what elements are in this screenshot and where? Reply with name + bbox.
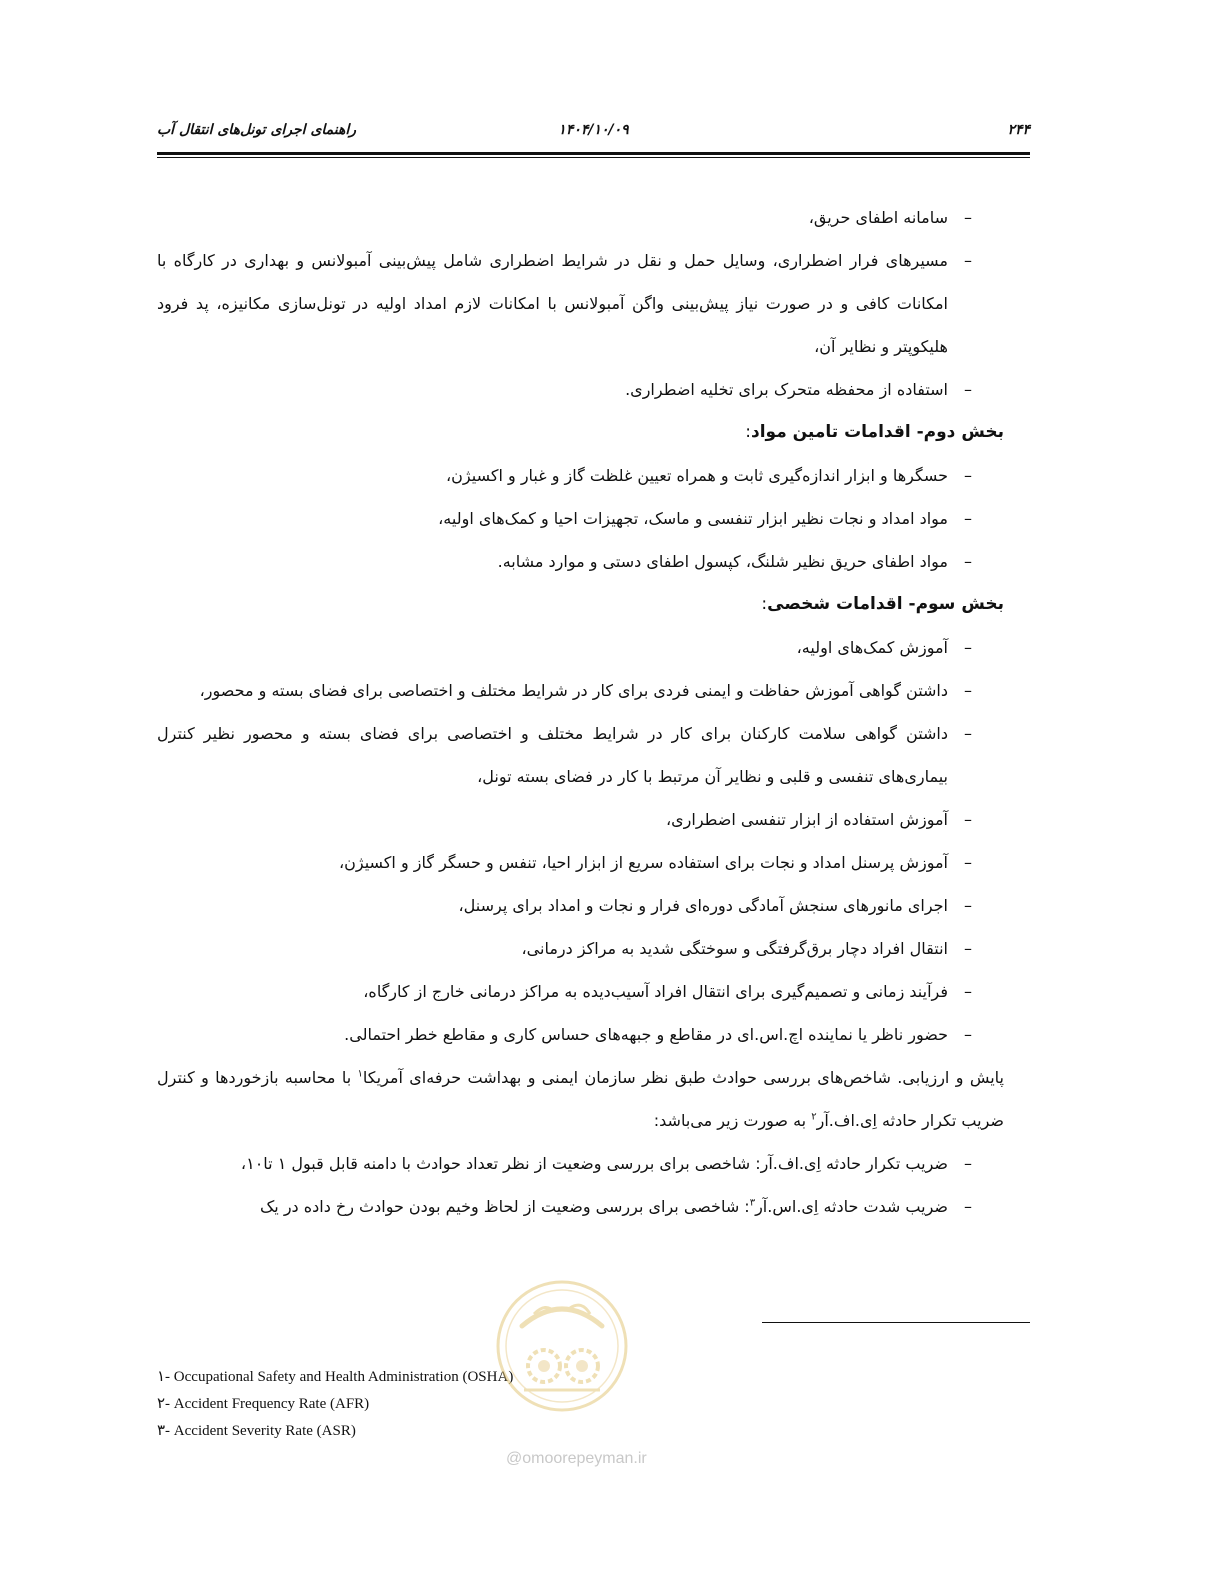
list-item: – آموزش کمک‌های اولیه، bbox=[157, 626, 1030, 669]
list-item: – مواد اطفای حریق نظیر شلنگ، کپسول اطفای دستی و موارد مشابه. bbox=[157, 540, 1030, 583]
footnote-2: ۲- Accident Frequency Rate (AFR) bbox=[157, 1396, 370, 1412]
watermark-logo bbox=[494, 1278, 630, 1414]
list-item: – ضریب تکرار حادثه اِی.اف.آر: شاخصی برای بررسی وضعیت از نظر تعداد حوادث با دامنه قابل قبول ۱ تا۱۰، bbox=[157, 1142, 1030, 1185]
dash-marker: – bbox=[964, 939, 972, 958]
footnotes bbox=[157, 1364, 513, 1445]
footnote-ref-2[interactable]: ۲ bbox=[811, 1111, 817, 1123]
page-content bbox=[157, 196, 1030, 1228]
list-item: – مواد امداد و نجات نظیر ابزار تنفسی و ماسک، تجهیزات احیا و کمک‌های اولیه، bbox=[157, 497, 1030, 540]
list-item: – داشتن گواهی سلامت کارکنان برای کار در شرایط مختلف و اختصاصی برای فضای بسته و محصور نظیر کنترل بیماری‌های تنفسی و قلبی و نظایر آن مرتبط با کار در فضای بسته تونل، bbox=[157, 712, 1030, 798]
dash-marker: – bbox=[964, 638, 972, 657]
header-rule-thin bbox=[157, 157, 1030, 158]
dash-marker: – bbox=[964, 552, 972, 571]
header-rule bbox=[157, 152, 1030, 155]
list-item: – سامانه اطفای حریق، bbox=[157, 196, 1030, 239]
section-heading-2: بخش دوم- اقدامات تامین مواد: bbox=[745, 422, 1004, 442]
bullet-list-3 bbox=[157, 626, 1030, 1056]
list-item: – فرآیند زمانی و تصمیم‌گیری برای انتقال افراد آسیب‌دیده به مراکز درمانی خارج از کارگاه، bbox=[157, 970, 1030, 1013]
bullet-list-4 bbox=[157, 1142, 1030, 1228]
list-item: – آموزش پرسنل امداد و نجات برای استفاده سریع از ابزار احیا، تنفس و حسگر گاز و اکسیژن، bbox=[157, 841, 1030, 884]
list-item: – اجرای مانورهای سنجش آمادگی دوره‌ای فرار و نجات و امداد برای پرسنل، bbox=[157, 884, 1030, 927]
page-number: ۲۴۴ bbox=[1007, 122, 1030, 138]
dash-marker: – bbox=[964, 251, 972, 270]
list-item: – حسگرها و ابزار اندازه‌گیری ثابت و همراه تعیین غلظت گاز و غبار و اکسیژن، bbox=[157, 454, 1030, 497]
watermark-url: @omoorepeyman.ir bbox=[506, 1450, 647, 1467]
dash-marker: – bbox=[964, 1154, 972, 1173]
dash-marker: – bbox=[964, 509, 972, 528]
footnote-1: ۱- Occupational Safety and Health Administration (OSHA) bbox=[157, 1369, 514, 1385]
footnote-ref-3[interactable]: ۳ bbox=[749, 1197, 756, 1209]
footnote-separator bbox=[762, 1322, 1030, 1323]
dash-marker: – bbox=[964, 982, 972, 1001]
book-title: راهنمای اجرای تونل‌های انتقال آب bbox=[157, 122, 357, 138]
list-item: – آموزش استفاده از ابزار تنفسی اضطراری، bbox=[157, 798, 1030, 841]
list-item: – انتقال افراد دچار برق‌گرفتگی و سوختگی شدید به مراکز درمانی، bbox=[157, 927, 1030, 970]
dash-marker: – bbox=[964, 896, 972, 915]
list-item: – حضور ناظر یا نماینده اچ.اس.ای در مقاطع و جبهه‌های حساس کاری و مقاطع خطر احتمالی. bbox=[157, 1013, 1030, 1056]
list-item: – داشتن گواهی آموزش حفاظت و ایمنی فردی برای کار در شرایط مختلف و اختصاصی برای فضای بسته و محصور، bbox=[157, 669, 1030, 712]
list-item: – استفاده از محفظه متحرک برای تخلیه اضطراری. bbox=[157, 368, 1030, 411]
header-date: ۱۴۰۴/۱۰/۰۹ bbox=[558, 122, 629, 138]
dash-marker: – bbox=[964, 466, 972, 485]
bullet-list-2 bbox=[157, 454, 1030, 583]
list-item: – ضریب شدت حادثه اِی.اس.آر$^۳$: شاخصی برای بررسی وضعیت از لحاظ وخیم بودن حوادث رخ داده در یک bbox=[157, 1185, 1030, 1228]
dash-marker: – bbox=[964, 380, 972, 399]
dash-marker: – bbox=[964, 681, 972, 700]
dash-marker: – bbox=[964, 853, 972, 872]
dash-marker: – bbox=[964, 810, 972, 829]
dash-marker: – bbox=[964, 1025, 972, 1044]
dash-marker: – bbox=[964, 1197, 972, 1216]
running-header bbox=[157, 112, 1030, 152]
footnote-ref-1[interactable]: ۱ bbox=[357, 1068, 363, 1080]
dash-marker: – bbox=[964, 208, 972, 227]
list-item: – مسیرهای فرار اضطراری، وسایل حمل و نقل در شرایط اضطراری شامل پیش‌بینی آمبولانس و بهداری در کارگاه با امکانات کافی و در صورت نیاز پیش‌بینی واگن آمبولانس با امکانات لازم امداد اولیه در تونل‌سازی مکانیزه، پد فرود هلیکوپتر و نظایر آن، bbox=[157, 239, 1030, 368]
section-heading-3: بخش سوم- اقدامات شخصی: bbox=[761, 594, 1004, 614]
footnote-3: ۳- Accident Severity Rate (ASR) bbox=[157, 1423, 356, 1439]
bullet-list-1 bbox=[157, 196, 1030, 411]
monitoring-paragraph: پایش و ارزیابی. شاخص‌های بررسی حوادث طبق نظر سازمان ایمنی و بهداشت حرفه‌ای آمریکا$^۱$ با محاسبه بازخوردها و کنترل ضریب تکرار حادثه اِی.اف.آر$^۲$ به صورت زیر می‌باشد: bbox=[157, 1068, 1004, 1130]
dash-marker: – bbox=[964, 724, 972, 743]
